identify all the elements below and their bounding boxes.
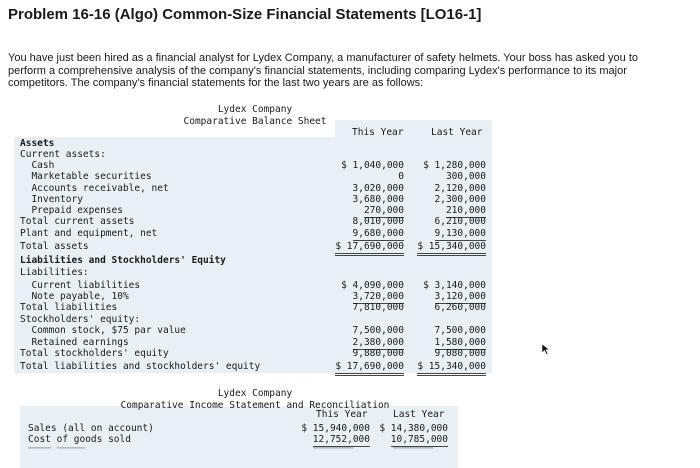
row-label: Prepaid expenses (20, 205, 123, 216)
row-label: Liabilities: (20, 267, 89, 278)
last-year-value: 6,210,000 (434, 216, 486, 227)
this-year-value: 9,880,000 (352, 348, 404, 359)
income-statement-heading (100, 388, 410, 411)
last-year-value: 7,500,000 (434, 325, 486, 336)
row-label: Current assets: (20, 149, 106, 160)
row-label: Total liabilities and stockholders' equity (20, 361, 261, 372)
row-label: Retained earnings (20, 337, 129, 348)
last-year-value: $ 3,140,000 (423, 280, 486, 291)
problem-intro: You have just been hired as a financial analyst for Lydex Company, a manufacturer of safety helmets. Your boss has asked you to perform a comprehensive analysis of the company's financial statements, including comparing Lydex's performance to its major competitors. The company's financial statements for the last two years are as follows: (8, 52, 639, 89)
balance-sheet-heading (170, 104, 340, 127)
balance-sheet-row (20, 241, 490, 253)
row-label: Current liabilities (20, 280, 141, 291)
this-year-value: 270,000 (363, 205, 404, 216)
row-label: Total assets (20, 241, 89, 252)
row-label: Marketable securities (20, 171, 152, 182)
balance-sheet-row (20, 325, 490, 337)
this-year-value: $ 17,690,000 (335, 361, 404, 376)
row-label: Cash (20, 160, 55, 171)
this-year-value: 9,680,000 (352, 228, 404, 239)
this-year-value: 3,020,000 (352, 183, 404, 194)
last-year-value: 10,785,000 (390, 434, 448, 445)
last-year-value: 3,120,000 (434, 291, 486, 302)
this-year-value: $ 15,940,000 (301, 423, 370, 434)
row-label: Common stock, $75 par value (20, 325, 186, 336)
is-col-header-last-year: Last Year (393, 409, 445, 420)
row-label: Stockholders' equity: (20, 314, 141, 325)
last-year-value: 2,120,000 (434, 183, 486, 194)
problem-title: Problem 16-16 (Algo) Common-Size Financial Statements [LO16-1] (8, 6, 482, 23)
this-year-value: $ 17,690,000 (335, 241, 404, 256)
last-year-value: 6,260,000 (434, 302, 486, 313)
is-col-header-this-year: This Year (316, 409, 368, 420)
last-year-value: 210,000 (445, 205, 486, 216)
this-year-value: 12,752,000 (312, 434, 370, 445)
row-label: Liabilities and Stockholders' Equity (20, 255, 226, 266)
balance-sheet-row (20, 267, 490, 279)
row-label: Plant and equipment, net (20, 228, 158, 239)
last-year-value: 2,300,000 (434, 194, 486, 205)
income-statement-row (28, 434, 458, 446)
balance-sheet-name: Comparative Balance Sheet (183, 115, 327, 127)
col-header-this-year: This Year (352, 127, 404, 138)
this-year-value: $ 4,090,000 (341, 280, 404, 291)
last-year-value: $ 15,340,000 (417, 361, 486, 376)
income-statement-name: Comparative Income Statement and Reconciliation (120, 399, 390, 411)
row-label: Total stockholders' equity (20, 348, 169, 359)
last-year-value: $ 15,340,000 (417, 241, 486, 256)
this-year-value: 3,680,000 (352, 194, 404, 205)
this-year-value: 7,810,000 (352, 302, 404, 313)
row-label: Sales (all on account) (28, 423, 154, 434)
this-year-value: 3,720,000 (352, 291, 404, 302)
mouse-cursor-icon (541, 343, 551, 355)
balance-sheet-row (20, 171, 490, 183)
this-year-value: $ 1,040,000 (341, 160, 404, 171)
last-year-value: $ 1,280,000 (423, 160, 486, 171)
last-year-value: 9,080,000 (434, 348, 486, 359)
this-year-value: 7,500,000 (352, 325, 404, 336)
col-header-last-year: Last Year (431, 127, 483, 138)
cropped-row: ━━━━ ━━━━━ ━━━━━━━ ━━━━━━━ (28, 447, 434, 453)
row-label: Assets (20, 138, 55, 149)
balance-sheet-row (20, 302, 490, 314)
last-year-value: $ 14,380,000 (379, 423, 448, 434)
balance-sheet-row (20, 361, 490, 373)
row-label: Total current assets (20, 216, 135, 227)
this-year-value: 0 (398, 171, 404, 182)
this-year-value: 2,380,000 (352, 337, 404, 348)
balance-sheet-row (20, 348, 490, 360)
last-year-value: 9,130,000 (434, 228, 486, 239)
balance-sheet-row (20, 228, 490, 240)
last-year-value: 300,000 (445, 171, 486, 182)
balance-sheet-company: Lydex Company (217, 104, 293, 115)
balance-sheet-row (20, 255, 490, 267)
this-year-value: 8,010,000 (352, 216, 404, 227)
last-year-value: 1,580,000 (434, 337, 486, 348)
income-statement-company: Lydex Company (217, 388, 293, 399)
row-label: Inventory (20, 194, 83, 205)
balance-sheet-row (20, 216, 490, 228)
row-label: Accounts receivable, net (20, 183, 169, 194)
row-label: Note payable, 10% (20, 291, 129, 302)
row-label: Cost of goods sold (28, 434, 131, 445)
row-label: Total liabilities (20, 302, 118, 313)
